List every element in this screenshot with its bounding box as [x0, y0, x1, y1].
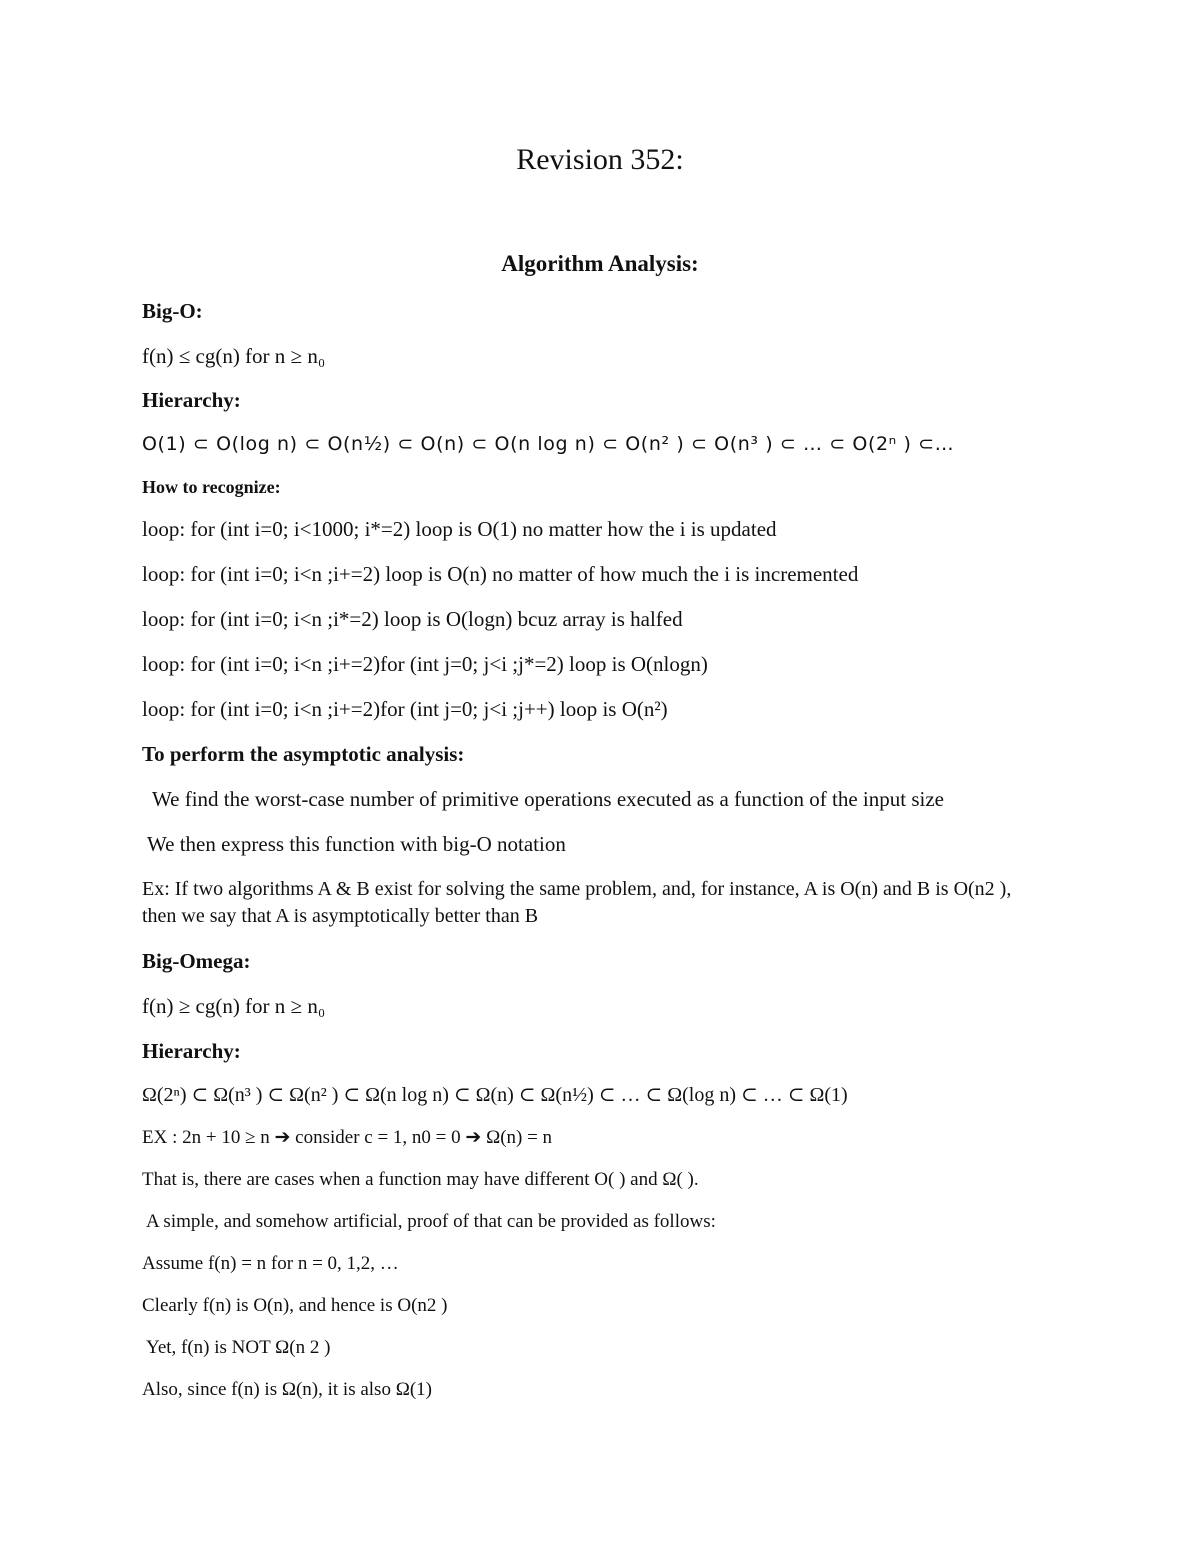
- loop-example-4: loop: for (int i=0; i<n ;i+=2)for (int j=0; j<i ;j*=2) loop is O(nlogn): [142, 652, 708, 676]
- big-o-hierarchy-heading: Hierarchy:: [142, 388, 241, 412]
- loop-example-5: loop: for (int i=0; i<n ;i+=2)for (int j=0; j<i ;j++) loop is O(n²): [142, 697, 668, 721]
- big-omega-note: That is, there are cases when a function may have different O( ) and Ω( ).: [142, 1169, 699, 1190]
- section-heading: Algorithm Analysis:: [501, 251, 699, 276]
- asymptotic-heading: To perform the asymptotic analysis:: [142, 742, 465, 766]
- asymptotic-line-2: We then express this function with big-O notation: [147, 832, 566, 856]
- proof-intro: A simple, and somehow artificial, proof of that can be provided as follows:: [146, 1211, 716, 1232]
- asymptotic-example: Ex: If two algorithms A & B exist for solving the same problem, and, for instance, A is O(n) and B is O(n2 ), then we say that A is asymptotically better than B: [142, 878, 1012, 927]
- big-omega-heading: Big-Omega:: [142, 949, 251, 973]
- big-omega-definition: f(n) ≥ cg(n) for n ≥ n₀: [142, 994, 326, 1018]
- asymptotic-line-1: We find the worst-case number of primitive operations executed as a function of the input size: [152, 787, 944, 811]
- recognize-heading: How to recognize:: [142, 477, 281, 497]
- loop-example-3: loop: for (int i=0; i<n ;i*=2) loop is O(logn) bcuz array is halfed: [142, 607, 683, 631]
- proof-line-2: Clearly f(n) is O(n), and hence is O(n2 ): [142, 1295, 448, 1316]
- big-omega-hierarchy: Ω(2ⁿ) ⊂ Ω(n³ ) ⊂ Ω(n² ) ⊂ Ω(n log n) ⊂ Ω(n) ⊂ Ω(n½) ⊂ … ⊂ Ω(log n) ⊂ … ⊂ Ω(1): [142, 1084, 848, 1106]
- big-omega-hierarchy-heading: Hierarchy:: [142, 1039, 241, 1063]
- big-o-heading: Big-O:: [142, 299, 203, 323]
- big-o-hierarchy: O(1) ⊂ O(log n) ⊂ O(n½) ⊂ O(n) ⊂ O(n log n) ⊂ O(n² ) ⊂ O(n³ ) ⊂ … ⊂ O(2ⁿ ) ⊂…: [142, 433, 955, 455]
- proof-line-3: Yet, f(n) is NOT Ω(n 2 ): [146, 1337, 331, 1358]
- big-o-definition: f(n) ≤ cg(n) for n ≥ n₀: [142, 344, 326, 368]
- loop-example-2: loop: for (int i=0; i<n ;i+=2) loop is O(n) no matter of how much the i is incremented: [142, 562, 859, 586]
- proof-line-4: Also, since f(n) is Ω(n), it is also Ω(1): [142, 1379, 432, 1400]
- loop-example-1: loop: for (int i=0; i<1000; i*=2) loop is O(1) no matter how the i is updated: [142, 517, 777, 541]
- big-omega-example: EX : 2n + 10 ≥ n ➔ consider c = 1, n0 = 0 ➔ Ω(n) = n: [142, 1127, 553, 1148]
- proof-line-1: Assume f(n) = n for n = 0, 1,2, …: [142, 1253, 399, 1274]
- page-title: Revision 352:: [516, 143, 684, 176]
